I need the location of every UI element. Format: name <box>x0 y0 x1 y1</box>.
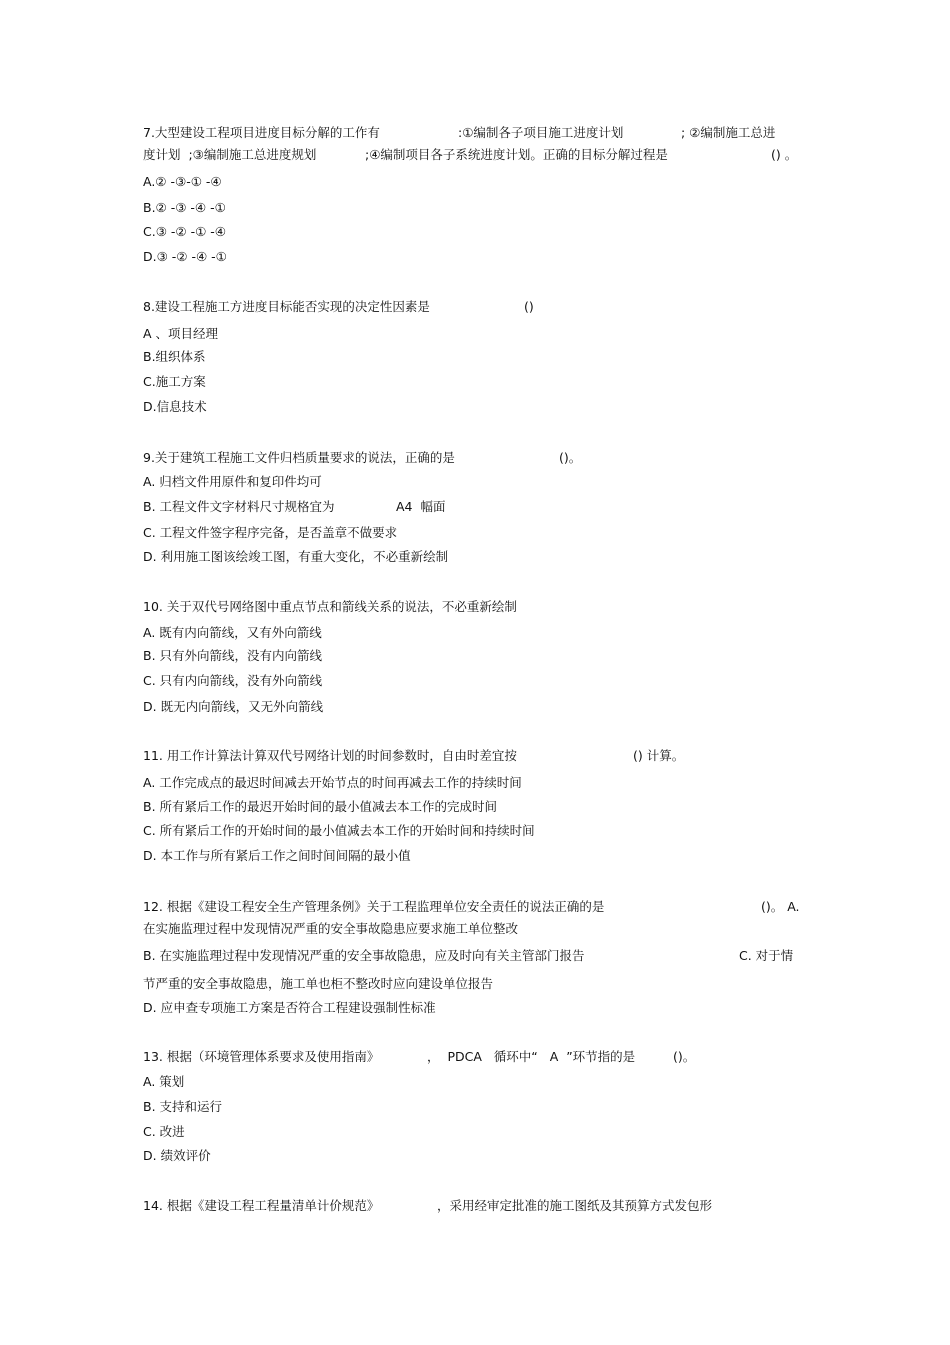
q10-option-a: A. 既有内向箭线，又有外向箭线 <box>143 625 322 640</box>
q13-stem <box>143 1049 703 1065</box>
q10-stem: 10. 关于双代号网络图中重点节点和箭线关系的说法，不必重新绘制 <box>143 599 517 614</box>
q7-stem-part-3: ; ②编制施工总进 <box>681 125 776 140</box>
q12-stem-text: 12. 根据《建设工程安全生产管理条例》关于工程监理单位安全责任的说法正确的是 <box>143 899 605 914</box>
q13-option-d: D. 绩效评价 <box>143 1148 211 1163</box>
q9-stem-blank: ()。 <box>559 450 582 465</box>
q9-stem <box>143 450 603 466</box>
q9-option-b-text: B. 工程文件文字材料尺寸规格宜为 <box>143 499 335 514</box>
q8-option-c: C.施工方案 <box>143 374 206 389</box>
q9-option-b-size: A4 幅面 <box>396 499 446 514</box>
q7-stem-part-6: () 。 <box>771 147 798 162</box>
q12-option-c-cont: 节严重的安全事故隐患，施工单也柜不整改时应向建设单位报告 <box>143 976 494 991</box>
q13-option-c: C. 改进 <box>143 1124 185 1139</box>
q13-option-b: B. 支持和运行 <box>143 1099 223 1114</box>
q7-stem-part-5: ;④编制项目各子系统进度计划。正确的目标分解过程是 <box>365 147 668 162</box>
q14-stem-cont: ，采用经审定批准的施工图纸及其预算方式发包形 <box>437 1198 713 1213</box>
q10-option-c: C. 只有内向箭线，没有外向箭线 <box>143 673 323 688</box>
q13-stem-text: 13. 根据（环境管理体系要求及使用指南》 <box>143 1049 380 1064</box>
q8-stem <box>143 299 563 315</box>
q8-option-a: A 、项目经理 <box>143 326 219 341</box>
q7-option-d: D.③ -② -④ -① <box>143 249 227 264</box>
q7-stem-part-1: 7.大型建设工程项目进度目标分解的工作有 <box>143 125 380 140</box>
q11-option-c: C. 所有紧后工作的开始时间的最小值减去本工作的开始时间和持续时间 <box>143 823 535 838</box>
q12-stem-blank: ()。 A. <box>761 899 800 914</box>
q10-option-b: B. 只有外向箭线，没有内向箭线 <box>143 648 323 663</box>
q7-stem-part-4: 度计划 ;③编制施工总进度规划 <box>143 147 317 162</box>
q12-option-d: D. 应申查专项施工方案是否符合工程建设强制性标准 <box>143 1000 436 1015</box>
q14-stem <box>143 1198 743 1214</box>
q8-stem-blank: () <box>524 299 534 314</box>
q11-option-b: B. 所有紧后工作的最迟开始时间的最小值减去本工作的完成时间 <box>143 799 498 814</box>
q12-option-c-start: C. 对于情 <box>739 948 794 963</box>
q7-option-b: B.② -③ -④ -① <box>143 200 226 215</box>
q12-option-b-line <box>143 948 803 964</box>
q9-option-b <box>143 499 463 515</box>
q9-option-d: D. 利用施工图该绘竣工图，有重大变化，不必重新绘制 <box>143 549 449 564</box>
q13-stem-blank: ()。 <box>673 1049 696 1064</box>
q12-option-b: B. 在实施监理过程中发现情况严重的安全事故隐患，应及时向有关主管部门报告 <box>143 948 585 963</box>
q11-stem-blank: () 计算。 <box>633 748 685 763</box>
q8-option-d: D.信息技术 <box>143 399 207 414</box>
q14-stem-text: 14. 根据《建设工程工程量清单计价规范》 <box>143 1198 380 1213</box>
q9-option-a: A. 归档文件用原件和复印件均可 <box>143 474 322 489</box>
q11-stem <box>143 748 703 764</box>
q12-stem-line-1 <box>143 899 813 915</box>
q11-option-d: D. 本工作与所有紧后工作之间时间间隔的最小值 <box>143 848 411 863</box>
q7-option-c: C.③ -② -① -④ <box>143 224 226 239</box>
q11-stem-text: 11. 用工作计算法计算双代号网络计划的时间参数时，自由时差宜按 <box>143 748 517 763</box>
q7-stem-line-1 <box>143 125 803 141</box>
q7-stem-line-2 <box>143 147 803 163</box>
q9-stem-text: 9.关于建筑工程施工文件归档质量要求的说法，正确的是 <box>143 450 455 465</box>
q7-stem-part-2: :①编制各子项目施工进度计划 <box>458 125 624 140</box>
q13-option-a: A. 策划 <box>143 1074 185 1089</box>
q11-option-a: A. 工作完成点的最迟时间减去开始节点的时间再减去工作的持续时间 <box>143 775 522 790</box>
q13-stem-middle: ， PDCA 循环中“ A ”环节指的是 <box>427 1049 636 1064</box>
q10-option-d: D. 既无内向箭线，又无外向箭线 <box>143 699 324 714</box>
q8-option-b: B.组织体系 <box>143 349 206 364</box>
q8-stem-text: 8.建设工程施工方进度目标能否实现的决定性因素是 <box>143 299 430 314</box>
q12-option-a: 在实施监理过程中发现情况严重的安全事故隐患应要求施工单位整改 <box>143 921 519 936</box>
q9-option-c: C. 工程文件签字程序完备，是否盖章不做要求 <box>143 525 398 540</box>
q7-option-a: A.② -③-① -④ <box>143 174 222 189</box>
